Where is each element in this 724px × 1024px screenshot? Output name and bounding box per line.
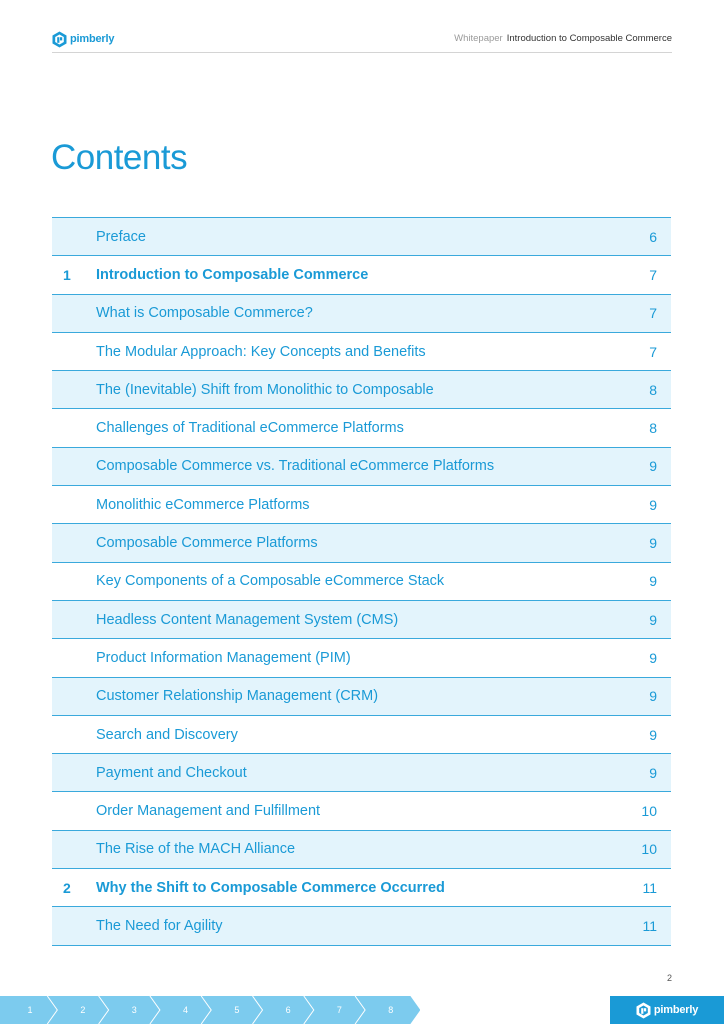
toc-row[interactable] [52,678,671,716]
toc-entry-label[interactable]: Search and Discovery [96,726,238,743]
pimberly-hexagon-icon [52,31,67,48]
pimberly-hexagon-icon [636,1002,651,1019]
footer-nav-page-1[interactable]: 1 [27,1005,33,1015]
toc-entry-label[interactable]: The Modular Approach: Key Concepts and Benefits [96,343,426,360]
toc-section-number: 1 [63,266,71,283]
toc-entry-label[interactable]: Preface [96,228,146,245]
toc-row[interactable] [52,754,671,792]
toc-page-number: 9 [649,726,657,743]
toc-row[interactable] [52,218,671,256]
toc-page-number: 10 [641,803,657,820]
footer-nav-page-3[interactable]: 3 [131,1005,137,1015]
footer-nav-page-8[interactable]: 8 [388,1005,394,1015]
toc-entry-label[interactable]: Payment and Checkout [96,764,247,781]
toc-row[interactable] [52,601,671,639]
toc-page-number: 7 [649,305,657,322]
page-header [52,29,672,53]
toc-entry-label[interactable]: The Need for Agility [96,917,223,934]
toc-row[interactable] [52,409,671,447]
toc-entry-label[interactable]: Challenges of Traditional eCommerce Platforms [96,420,404,437]
toc-page-number: 9 [649,573,657,590]
logo-wordmark: pimberly [70,33,115,45]
toc-page-number: 10 [641,841,657,858]
footer-logo[interactable] [610,996,724,1024]
footer-nav-page-7[interactable]: 7 [336,1005,342,1015]
toc-page-number: 9 [649,535,657,552]
toc-row[interactable] [52,563,671,601]
toc-row[interactable] [52,448,671,486]
toc-entry-label[interactable]: Customer Relationship Management (CRM) [96,688,379,705]
toc-entry-label[interactable]: Why the Shift to Composable Commerce Occurred [96,879,445,896]
toc-entry-label[interactable]: Composable Commerce Platforms [96,535,318,552]
footer-logo-wordmark: pimberly [653,1004,699,1016]
toc-page-number: 7 [649,266,657,283]
toc-row[interactable] [52,333,671,371]
toc-row[interactable] [52,639,671,677]
toc-page-number: 9 [649,649,657,666]
toc-page-number: 8 [649,381,657,398]
toc-page-number: 9 [649,688,657,705]
footer-page-navigation [0,996,420,1024]
header-document-info [454,33,672,44]
toc-entry-label[interactable]: Product Information Management (PIM) [96,649,351,666]
toc-entry-label[interactable]: What is Composable Commerce? [96,305,313,322]
toc-row[interactable] [52,792,671,830]
page-title: Contents [51,138,188,177]
toc-row[interactable] [52,256,671,294]
toc-entry-label[interactable]: Key Components of a Composable eCommerce Stack [96,573,445,590]
toc-row[interactable] [52,831,671,869]
header-doc-type: Whitepaper [454,33,503,44]
footer-nav-page-5[interactable]: 5 [234,1005,240,1015]
toc-entry-label[interactable]: The (Inevitable) Shift from Monolithic to Composable [96,381,434,398]
toc-entry-label[interactable]: Headless Content Management System (CMS) [96,611,399,628]
footer-nav-page-6[interactable]: 6 [285,1005,291,1015]
toc-section-number: 2 [63,879,71,896]
toc-entry-label[interactable]: Order Management and Fulfillment [96,803,321,820]
footer-nav-arrows [0,996,420,1024]
toc-row[interactable] [52,486,671,524]
footer-nav-page-4[interactable]: 4 [183,1005,189,1015]
toc-row[interactable] [52,371,671,409]
footer-nav-background [0,996,420,1024]
toc-page-number: 7 [649,343,657,360]
pimberly-logo[interactable] [52,30,114,48]
toc-entry-label[interactable]: The Rise of the MACH Alliance [96,841,296,858]
toc-row[interactable] [52,716,671,754]
toc-page-number: 11 [642,917,657,934]
toc-page-number: 11 [642,879,657,896]
toc-entry-label[interactable]: Monolithic eCommerce Platforms [96,496,310,513]
toc-entry-label[interactable]: Introduction to Composable Commerce [96,266,369,283]
table-of-contents [52,217,671,946]
footer-nav-page-2[interactable]: 2 [80,1005,86,1015]
toc-page-number: 9 [649,764,657,781]
toc-entry-label[interactable]: Composable Commerce vs. Traditional eCommerce Platforms [96,458,495,475]
header-doc-title: Introduction to Composable Commerce [506,33,672,44]
toc-row[interactable] [52,907,671,945]
toc-row[interactable] [52,295,671,333]
toc-row[interactable] [52,524,671,562]
toc-page-number: 6 [649,228,657,245]
toc-page-number: 9 [649,458,657,475]
toc-page-number: 8 [649,420,657,437]
page-number: 2 [666,973,672,983]
toc-page-number: 9 [649,611,657,628]
toc-page-number: 9 [649,496,657,513]
toc-row[interactable] [52,869,671,907]
